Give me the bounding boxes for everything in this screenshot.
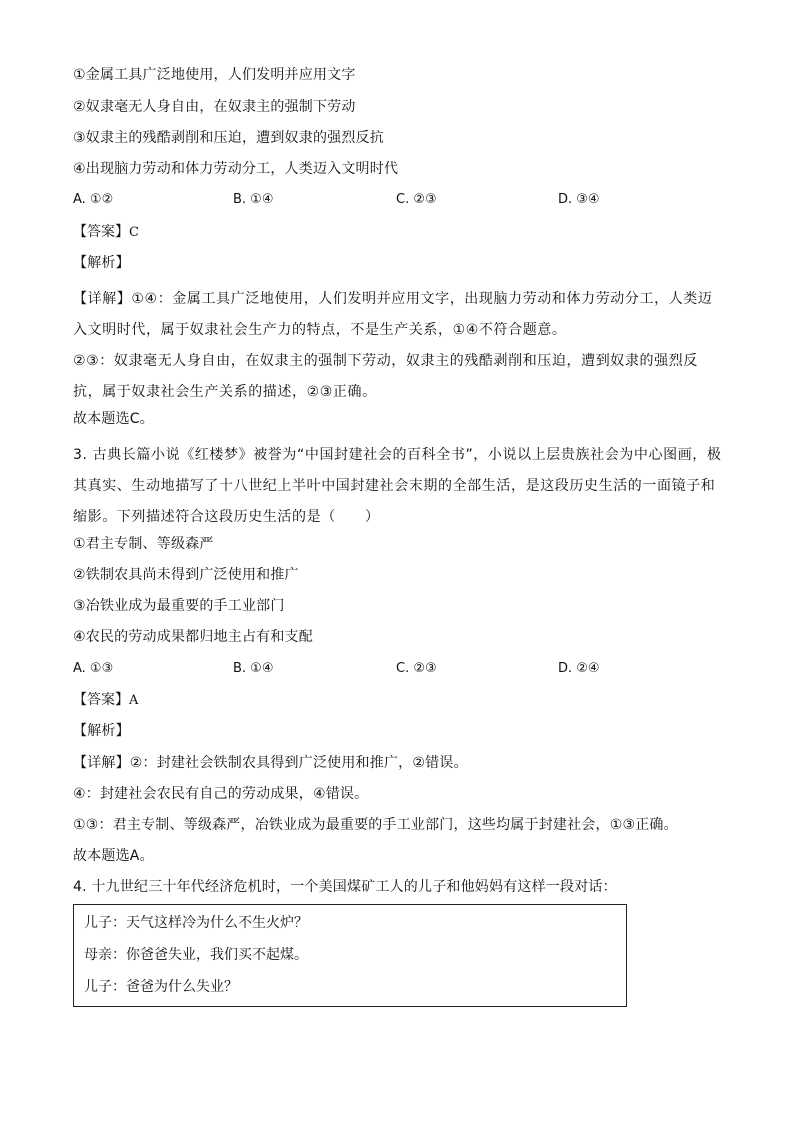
q4-dialogue-box: [73, 904, 627, 1007]
q2-detail-2: ②③：奴隶毫无人身自由，在奴隶主的强制下劳动，奴隶主的残酷剥削和压迫，遭到奴隶的强烈反抗，属于奴隶社会生产关系的描述，②③正确。: [73, 353, 698, 400]
q3-conclusion: 故本题选A。: [73, 848, 154, 864]
q3-detail-3: ①③：君主专制、等级森严，冶铁业成为最重要的手工业部门，这些均属于封建社会，①③正确。: [73, 817, 678, 833]
q3-detail-2: ④：封建社会农民有自己的劳动成果，④错误。: [73, 786, 369, 802]
answer-label: 【答案】: [73, 692, 129, 708]
answer-value: C: [129, 225, 140, 240]
q2-detail-1: 【详解】①④：金属工具广泛地使用，人们发明并应用文字，出现脑力劳动和体力劳动分工，人类迈入文明时代，属于奴隶社会生产力的特点，不是生产关系，①④不符合题意。: [73, 291, 713, 338]
q4-dialogue-line-3: 儿子：爸爸为什么失业？: [84, 979, 238, 995]
q3-statement-4: ④农民的劳动成果都归地主占有和支配: [73, 629, 313, 645]
answer-value: A: [129, 693, 139, 708]
q2-conclusion: 故本题选C。: [73, 411, 154, 427]
q2-option-d: D. ③④: [558, 192, 600, 207]
q3-statement-1: ①君主专制、等级森严: [73, 536, 214, 552]
q3-option-b: B. ①④: [233, 661, 274, 676]
q3-detail-1: 【详解】②：封建社会铁制农具得到广泛使用和推广，②错误。: [73, 755, 468, 771]
q2-statement-1: ①金属工具广泛地使用，人们发明并应用文字: [73, 67, 356, 83]
q4-dialogue-line-2: 母亲：你爸爸失业，我们买不起煤。: [84, 947, 308, 963]
q4-stem: 4. 十九世纪三十年代经济危机时，一个美国煤矿工人的儿子和他妈妈有这样一段对话：: [73, 879, 617, 895]
q3-stem: 3. 古典长篇小说《红楼梦》被誉为“中国封建社会的百科全书”，小说以上层贵族社会为中心图画，极其真实、生动地描写了十八世纪上半叶中国封建社会末期的全部生活，是这段历史生活的一面镜子和缩影。下列描述符合这段历史生活的是（ ）: [73, 447, 722, 525]
q3-option-c: C. ②③: [396, 661, 437, 676]
q2-statement-2: ②奴隶毫无人身自由，在奴隶主的强制下劳动: [73, 99, 356, 115]
q2-statement-4: ④出现脑力劳动和体力劳动分工，人类迈入文明时代: [73, 161, 399, 177]
q3-statement-2: ②铁制农具尚未得到广泛使用和推广: [73, 567, 299, 583]
q4-dialogue-line-1: 儿子：天气这样冷为什么不生火炉？: [84, 915, 308, 931]
q2-answer: [73, 222, 139, 243]
q3-option-d: D. ②④: [558, 661, 600, 676]
answer-label: 【答案】: [73, 224, 129, 240]
q2-statement-3: ③奴隶主的残酷剥削和压迫，遭到奴隶的强烈反抗: [73, 130, 384, 146]
q2-option-a: A. ①②: [73, 192, 114, 207]
q3-answer: [73, 690, 139, 711]
q3-statement-3: ③冶铁业成为最重要的手工业部门: [73, 598, 285, 614]
q2-option-b: B. ①④: [233, 192, 274, 207]
q3-option-a: A. ①③: [73, 661, 114, 676]
q2-option-c: C. ②③: [396, 192, 437, 207]
q2-analysis-label: 【解析】: [73, 255, 130, 271]
q3-analysis-label: 【解析】: [73, 723, 130, 739]
